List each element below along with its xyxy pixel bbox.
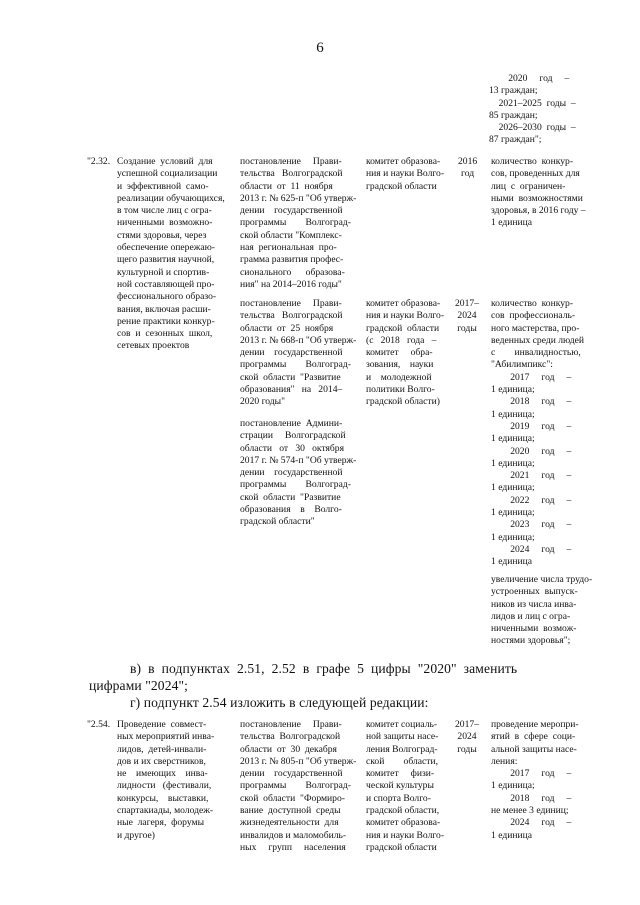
row-2-54-executor: комитет социаль- ной защиты насе- ления Волгоград- ской области, комитет физи- ческой культуры и спорта Волго- градской области, комитет образова- ния и науки Волго- градской области	[366, 719, 445, 853]
row-2-54-number: "2.54.	[87, 719, 111, 730]
row-2-54-result: проведение меропри- ятий в сфере соци- альной защиты насе- ления: 2017 год – 1 единица; 2018 год – не менее 3 единиц; 2024 год – 1 единица	[491, 719, 579, 841]
paragraph-v-cont: цифрами "2024";	[89, 678, 189, 693]
row-2-32-a-document: постановление Прави- тельства Волгоградской области от 11 ноября 2013 г. № 625-п "Об утверж- дении государственной программы Волгоград- ской области "Комплекс- ная региональная про- грамма развития профес- сионального образова- ния" на 2014–2016 годы"	[240, 156, 357, 290]
row-2-54-name: Проведение совмест- ных мероприятий инва- лидов, детей-инвали- дов и их сверстников, не имеющих инва- лидности (фестивали, конкурсы, выставки, спартакиады, молодеж- ные лагеря, форумы и другое)	[117, 719, 215, 841]
row-2-32-b-year: 2017– 2024 годы	[455, 298, 479, 334]
top-continuation-result: 2020 год – 13 граждан; 2021–2025 годы – 85 граждан; 2026–2030 годы – 87 граждан";	[489, 73, 576, 146]
page-number: 6	[316, 40, 324, 56]
row-2-32-name: Создание условий для успешной социализации и эффективной само- реализации обучающихся, в том числе лиц с огра- ниченными возможно- стями здоровья, через обеспечение опережаю- щего развития научной, культурной и спортив- ной составляющей про- фессионального образо- вания, включая расши- рение практики конкур- сов и сезонных школ, сетевых проектов	[117, 156, 225, 352]
row-2-32-b-document: постановление Прави- тельства Волгоградской области от 25 ноября 2013 г. № 668-п "Об утверж- дении государственной программы Волгоград- ской области "Развитие образования" на 2014– 2020 годы"	[240, 298, 357, 408]
row-2-54-year: 2017– 2024 годы	[455, 719, 479, 755]
row-2-32-number: "2.32.	[87, 156, 111, 167]
row-2-32-a-result: количество конкур- сов, проведенных для лиц с ограничен- ными возможностями здоровья, в 2016 году – 1 единица	[491, 156, 586, 229]
paragraph-v: в) в подпунктах 2.51, 2.52 в графе 5 цифры "2020" заменить	[130, 661, 518, 676]
row-2-54-document: постановление Прави- тельства Волгоградской области от 30 декабря 2013 г. № 805-п "Об утверж- дении государственной программы Волгоград- ской области "Формиро- вание доступной среды жизнедеятельности для инвалидов и маломобиль- ных групп населения	[240, 719, 357, 853]
row-2-32-result-extra: увеличение числа трудо- устроенных выпуск- ников из числа инва- лидов и лиц с огра- ниченными возмож- ностями здоровья";	[491, 574, 593, 647]
row-2-32-c-document: постановление Админи- страции Волгоградской области от 30 октября 2017 г. № 574-п "Об утверж- дении государственной программы Волгоград- ской области "Развитие образования в Волго- градской области"	[240, 418, 357, 528]
row-2-32-b-executor: комитет образова- ния и науки Волго- градской области (с 2018 года – комитет обра- зования, науки и молодежной политики Волго- градской области)	[366, 298, 445, 408]
paragraph-g: г) подпункт 2.54 изложить в следующей редакции:	[130, 695, 429, 710]
row-2-32-a-year: 2016 год	[458, 156, 478, 180]
row-2-32-a-executor: комитет образова- ния и науки Волго- градской области	[366, 156, 445, 192]
row-2-32-b-result: количество конкур- сов профессиональ- ного мастерства, про- веденных среди людей с инвалидностью, "Абилимпикс": 2017 год – 1 единица; 2018 год – 1 единица; 2019 год – 1 единица; 2020 год – 1 единица; 2021 год – 1 единица; 2022 год – 1 единица; 2023 год – 1 единица; 2024 год – 1 единица	[491, 298, 584, 568]
